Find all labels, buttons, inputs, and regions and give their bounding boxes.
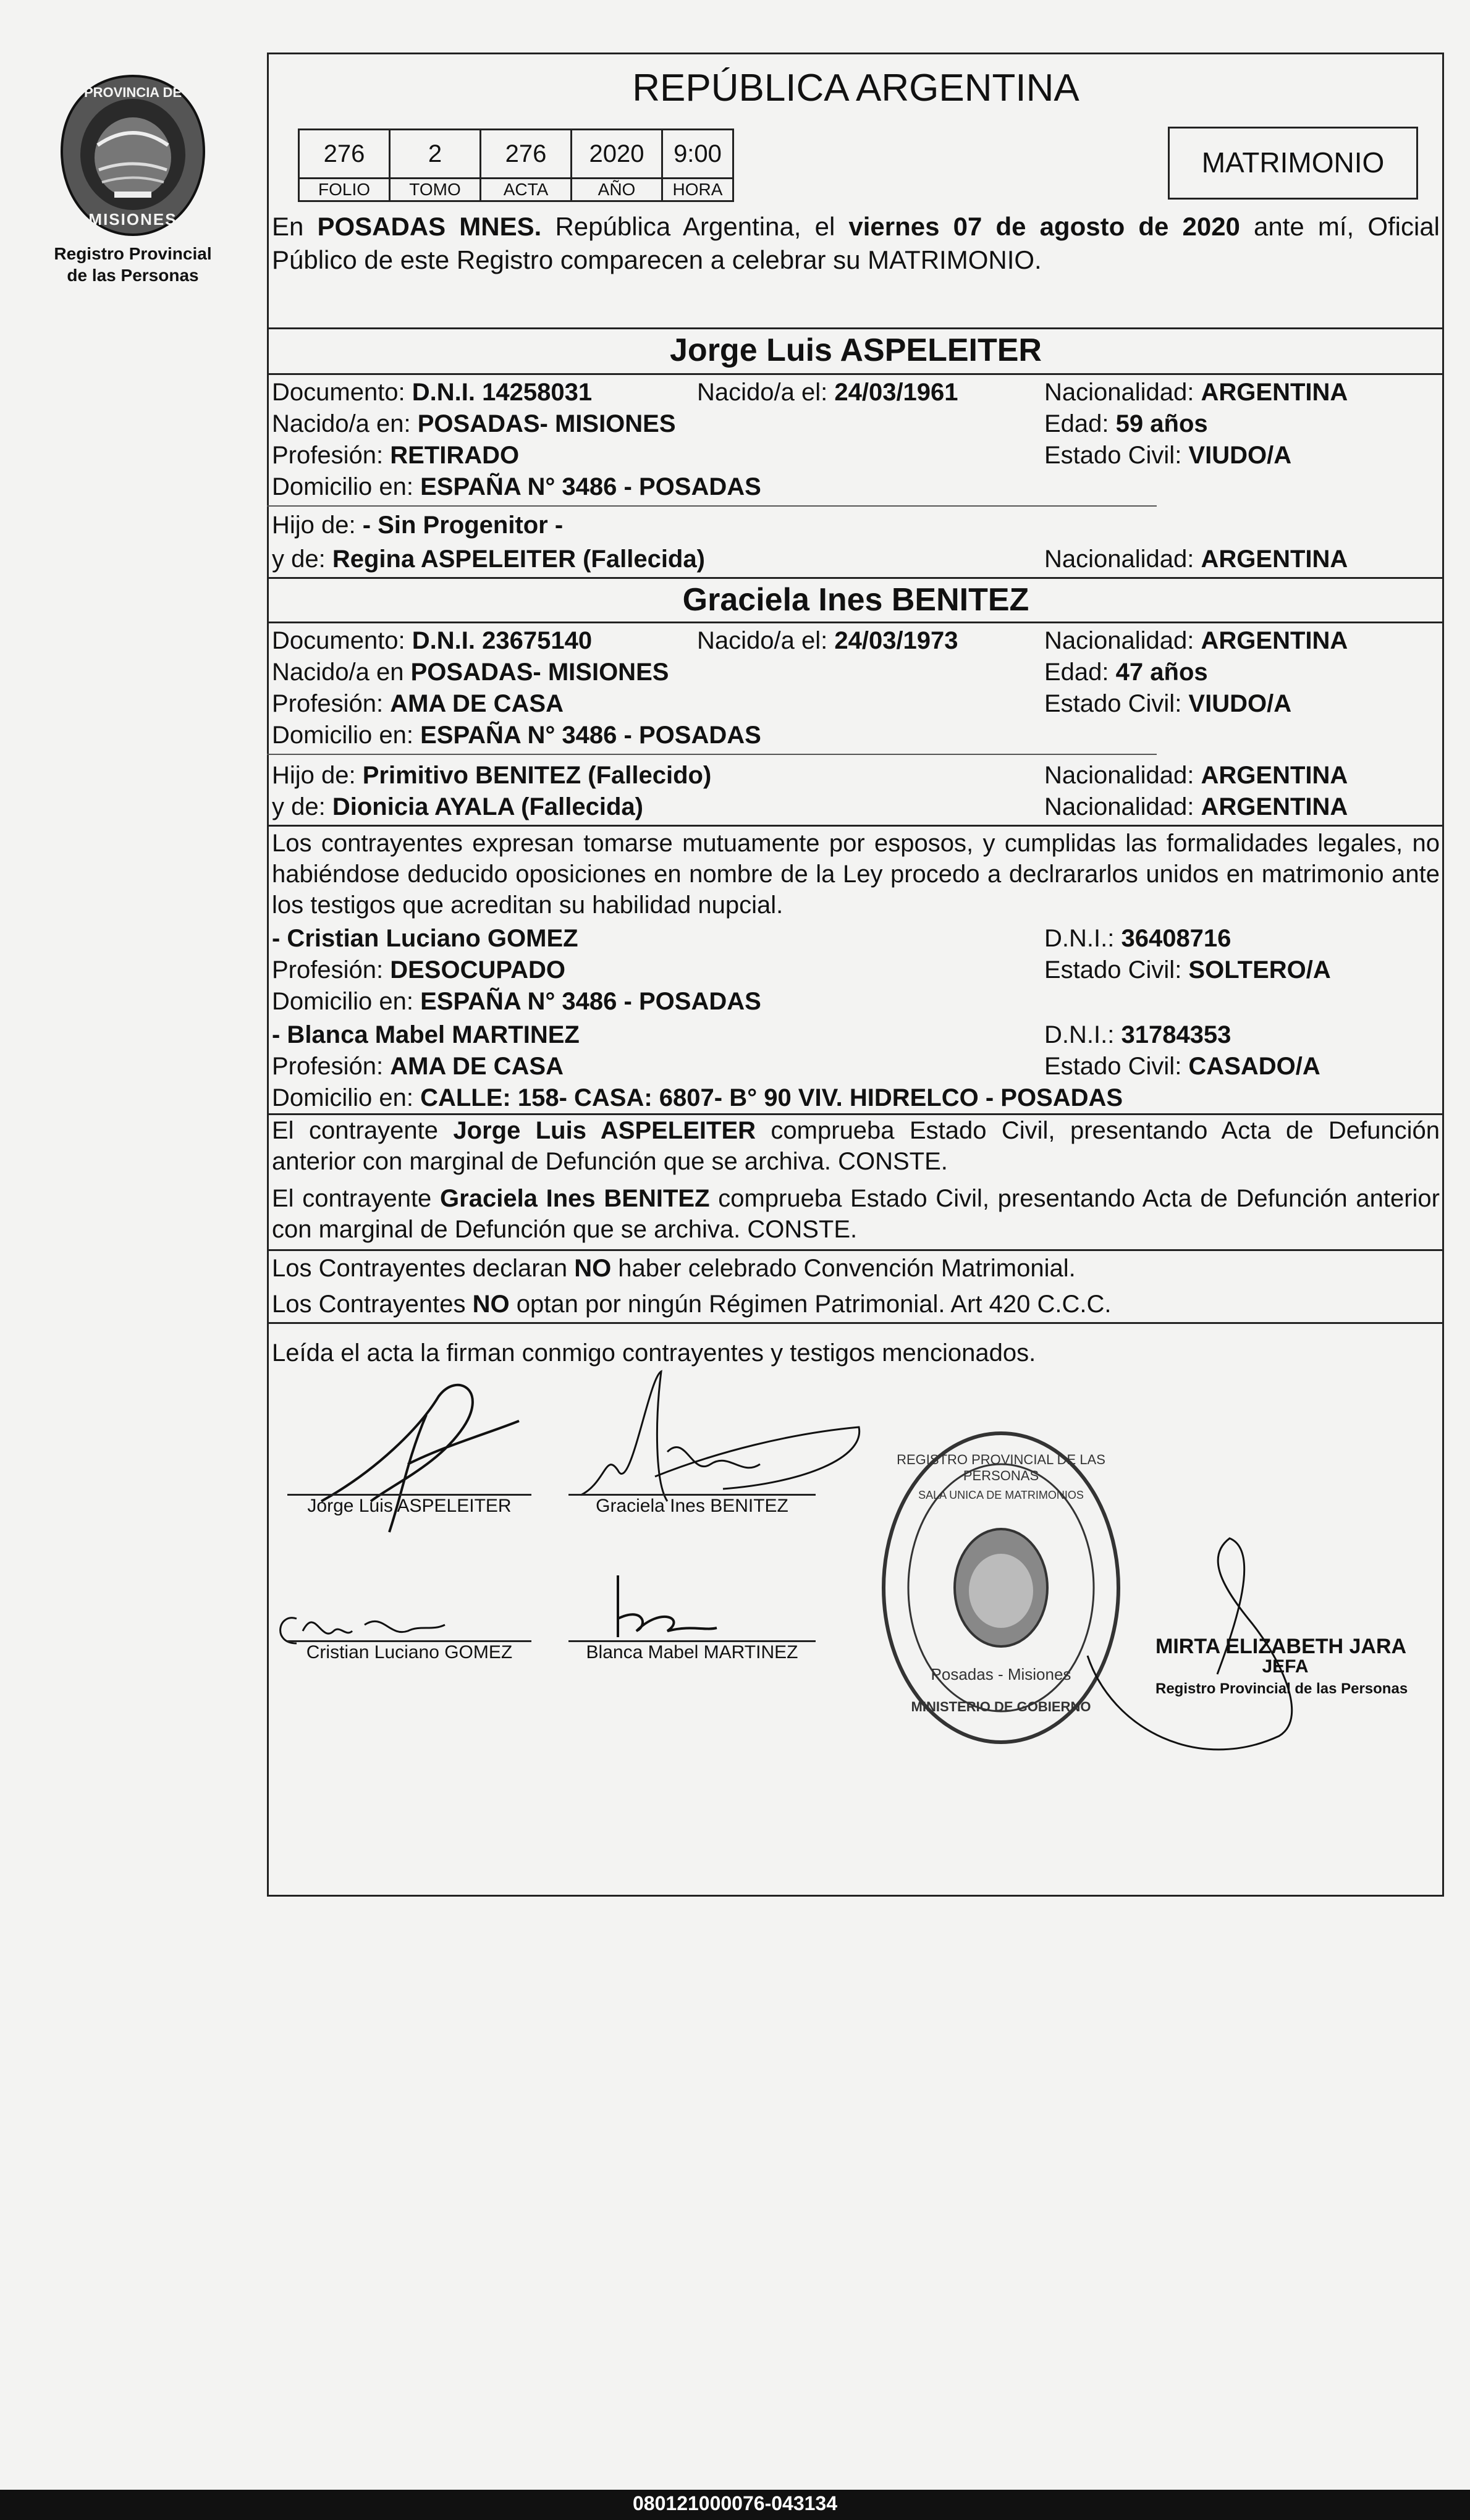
note-regime: Los Contrayentes NO optan por ningún Régimen Patrimonial. Art 420 C.C.C. — [272, 1291, 1112, 1318]
acta-value: 276 — [479, 129, 572, 179]
groom-address: Domicilio en: ESPAÑA N° 3486 - POSADAS — [272, 473, 761, 500]
groom-birthdate: Nacido/a el: 24/03/1961 — [697, 379, 958, 406]
tomo-value: 2 — [389, 129, 481, 179]
note-convention: Los Contrayentes declaran NO haber celebrado Convención Matrimonial. — [272, 1255, 1076, 1282]
groom-document: Documento: D.N.I. 14258031 — [272, 379, 593, 406]
witness2-signature-label: Blanca Mabel MARTINEZ — [586, 1642, 798, 1662]
groom-birthplace: Nacido/a en: POSADAS- MISIONES — [272, 410, 676, 437]
witness1-signature-label: Cristian Luciano GOMEZ — [306, 1642, 513, 1662]
logo-caption-2: de las Personas — [67, 266, 199, 285]
bride-signature-label: Graciela Ines BENITEZ — [596, 1496, 788, 1516]
acta-label: ACTA — [479, 177, 572, 202]
groom-civil-status: Estado Civil: VIUDO/A — [1044, 442, 1292, 469]
folio-value: 276 — [298, 129, 391, 179]
ceremony-date: viernes 07 de agosto de 2020 — [848, 212, 1240, 241]
bride-name: Graciela Ines BENITEZ — [682, 582, 1029, 618]
witness2-signature-icon — [593, 1569, 729, 1650]
folio-label: FOLIO — [298, 177, 391, 202]
bride-age: Edad: 47 años — [1044, 659, 1208, 686]
groom-nationality: Nacionalidad: ARGENTINA — [1044, 379, 1348, 406]
groom-mother: y de: Regina ASPELEITER (Fallecida) — [272, 546, 705, 573]
bride-profession: Profesión: AMA DE CASA — [272, 690, 564, 717]
witness2-address: Domicilio en: CALLE: 158- CASA: 6807- B° 90 VIV. HIDRELCO - POSADAS — [272, 1084, 1123, 1111]
seal-top-text: PROVINCIA DE — [83, 85, 182, 100]
witness2-profession: Profesión: AMA DE CASA — [272, 1053, 564, 1080]
province-seal-logo — [56, 71, 210, 241]
doc-type-box: MATRIMONIO — [1168, 127, 1418, 200]
witness1-dni: D.N.I.: 36408716 — [1044, 925, 1231, 952]
witness1-profession: Profesión: DESOCUPADO — [272, 956, 565, 984]
place-name: POSADAS MNES. — [317, 212, 542, 241]
groom-mother-nationality: Nacionalidad: ARGENTINA — [1044, 546, 1348, 573]
groom-name: Jorge Luis ASPELEITER — [670, 332, 1042, 368]
bride-nationality: Nacionalidad: ARGENTINA — [1044, 627, 1348, 654]
note-bride-civil-status: El contrayente Graciela Ines BENITEZ comprueba Estado Civil, presentando Acta de Defunción anterior con marginal de Defunción que se archiva. CONSTE. — [272, 1185, 1440, 1243]
bride-birthplace: Nacido/a en POSADAS- MISIONES — [272, 659, 669, 686]
groom-signature-label: Jorge Luis ASPELEITER — [307, 1496, 512, 1516]
bride-birthdate: Nacido/a el: 24/03/1973 — [697, 627, 958, 654]
anio-label: AÑO — [570, 177, 663, 202]
witness2-dni: D.N.I.: 31784353 — [1044, 1021, 1231, 1048]
stamp-bottom-text: Posadas - Misiones — [931, 1665, 1071, 1684]
footer-bar — [0, 2490, 1470, 2520]
seal-bottom-text: MISIONES — [88, 210, 177, 229]
groom-father: Hijo de: - Sin Progenitor - — [272, 512, 564, 539]
logo-caption-1: Registro Provincial — [54, 244, 212, 263]
signatures-intro: Leída el acta la firman conmigo contrayentes y testigos mencionados. — [272, 1339, 1036, 1367]
bride-document: Documento: D.N.I. 23675140 — [272, 627, 593, 654]
anio-value: 2020 — [570, 129, 663, 179]
official-org: Registro Provincial de las Personas — [1155, 1680, 1408, 1697]
stamp-inner-text: SALA UNICA DE MATRIMONIOS — [918, 1489, 1084, 1501]
bride-father: Hijo de: Primitivo BENITEZ (Fallecido) — [272, 762, 712, 789]
stamp-ministry-text: MINISTERIO DE GOBIERNO — [911, 1699, 1091, 1714]
note-groom-civil-status: El contrayente Jorge Luis ASPELEITER comprueba Estado Civil, presentando Acta de Defunción anterior con marginal de Defunción que se archiva. CONSTE. — [272, 1117, 1440, 1175]
witness2-civil-status: Estado Civil: CASADO/A — [1044, 1053, 1320, 1080]
stamp-outer-text: REGISTRO PROVINCIAL DE LAS PERSONAS — [897, 1452, 1105, 1483]
bride-civil-status: Estado Civil: VIUDO/A — [1044, 690, 1292, 717]
groom-profession: Profesión: RETIRADO — [272, 442, 520, 469]
witness2-name: - Blanca Mabel MARTINEZ — [272, 1021, 580, 1048]
footer-code: 080121000076-043134 — [633, 2492, 837, 2514]
hora-value: 9:00 — [661, 129, 734, 179]
bride-mother: y de: Dionicia AYALA (Fallecida) — [272, 793, 643, 820]
hora-label: HORA — [661, 177, 734, 202]
witness1-civil-status: Estado Civil: SOLTERO/A — [1044, 956, 1331, 984]
declaration-paragraph: Los contrayentes expresan tomarse mutuamente por esposos, y cumplidas las formalidades legales, no habiéndose deducido oposiciones en nombre de la Ley procedo a declrararlos unidos en matrimonio ante los testigos que acreditan su habilidad nupcial. — [272, 830, 1440, 919]
bride-mother-nationality: Nacionalidad: ARGENTINA — [1044, 793, 1348, 820]
witness1-name: - Cristian Luciano GOMEZ — [272, 925, 578, 952]
bride-father-nationality: Nacionalidad: ARGENTINA — [1044, 762, 1348, 789]
bride-address: Domicilio en: ESPAÑA N° 3486 - POSADAS — [272, 722, 761, 749]
official-title: JEFA — [1262, 1656, 1309, 1677]
official-name: MIRTA ELIZABETH JARA — [1155, 1635, 1407, 1658]
tomo-label: TOMO — [389, 177, 481, 202]
intro-paragraph: En POSADAS MNES. República Argentina, el viernes 07 de agosto de 2020 ante mí, Oficial Público de este Registro comparecen a celebrar su MATRIMONIO. — [272, 212, 1440, 274]
witness1-address: Domicilio en: ESPAÑA N° 3486 - POSADAS — [272, 988, 761, 1015]
document-title: REPÚBLICA ARGENTINA — [632, 67, 1079, 109]
groom-age: Edad: 59 años — [1044, 410, 1208, 437]
